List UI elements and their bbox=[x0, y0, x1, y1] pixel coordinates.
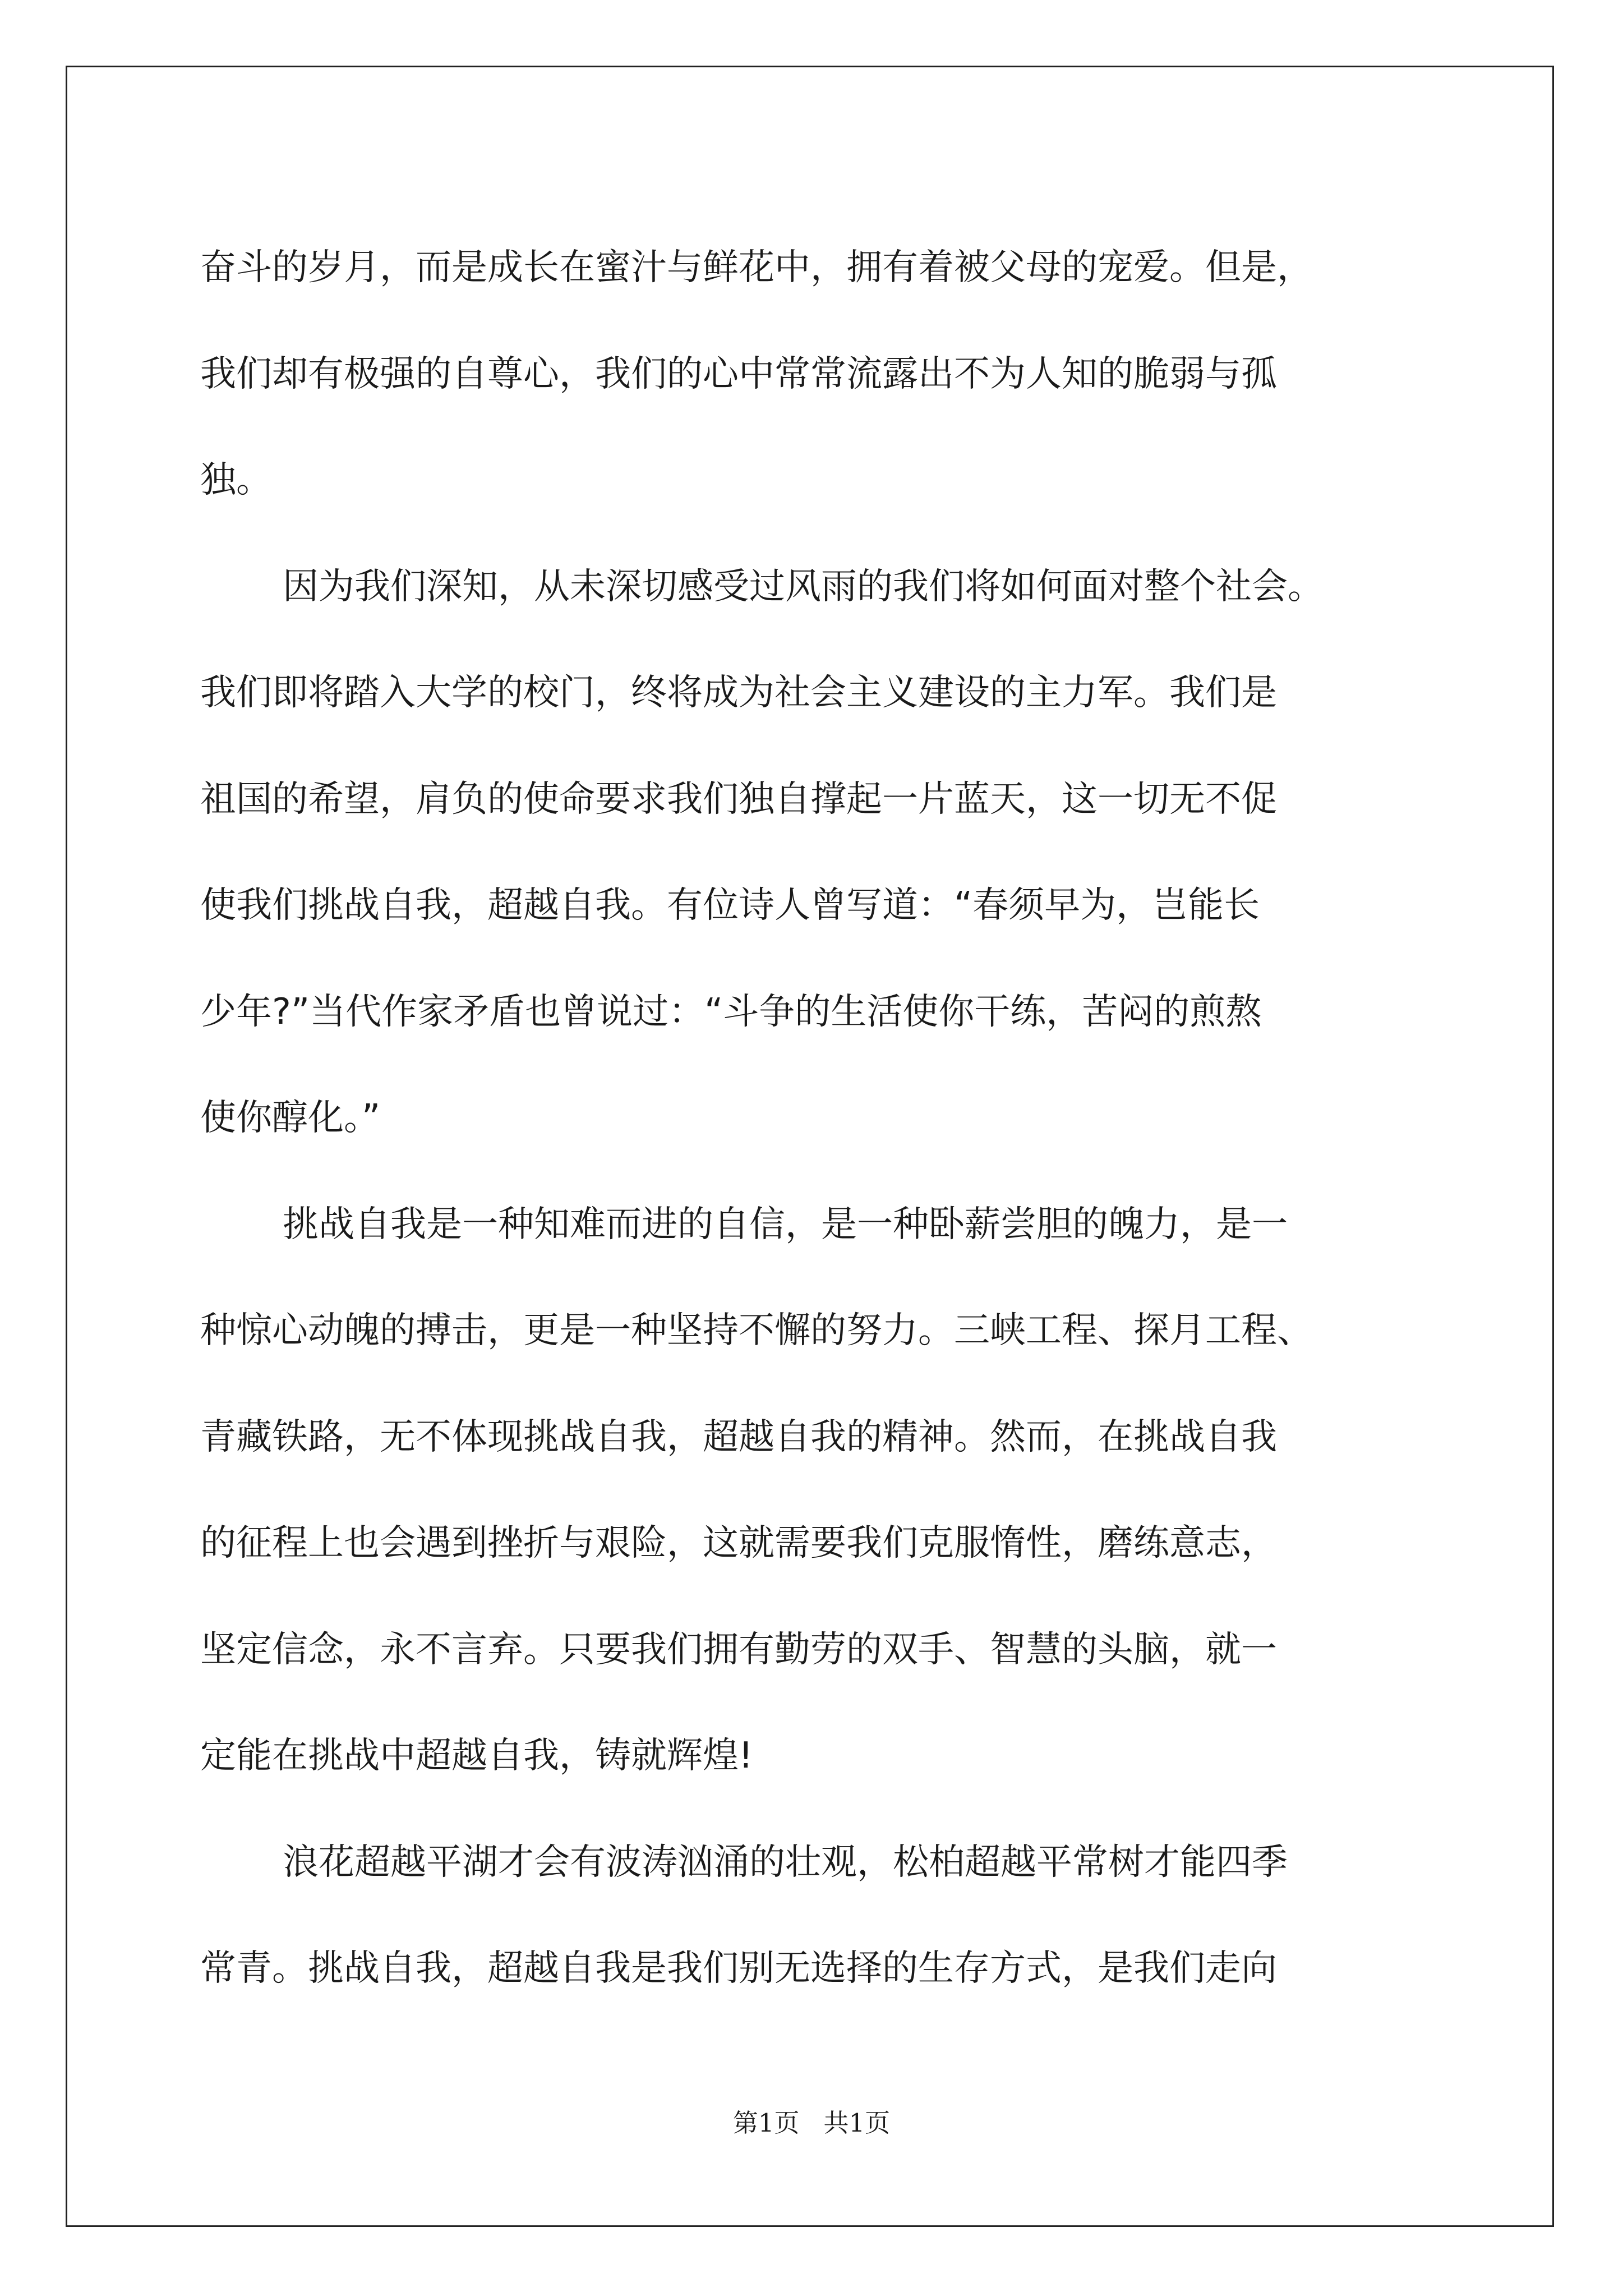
text-line: 我们却有极强的自尊心，我们的心中常常流露出不为人知的脆弱与孤 bbox=[200, 353, 1277, 395]
text-line: 常青。挑战自我，超越自我是我们别无选择的生存方式，是我们走向 bbox=[200, 1948, 1277, 1989]
text-line: 定能在挑战中超越自我，铸就辉煌! bbox=[200, 1735, 753, 1777]
document-body bbox=[200, 215, 1456, 2022]
text-line: 青藏铁路，无不体现挑战自我，超越自我的精神。然而，在挑战自我 bbox=[200, 1416, 1277, 1458]
paragraph-start-line: 浪花超越平湖才会有波涛汹涌的壮观，松柏超越平常树才能四季 bbox=[283, 1841, 1288, 1883]
text-line: 奋斗的岁月，而是成长在蜜汁与鲜花中，拥有着被父母的宠爱。但是， bbox=[200, 247, 1313, 288]
text-line: 使你醇化。” bbox=[200, 1097, 381, 1139]
text-line: 的征程上也会遇到挫折与艰险，这就需要我们克服惰性，磨练意志， bbox=[200, 1522, 1277, 1564]
text-line: 使我们挑战自我，超越自我。有位诗人曾写道：“春须早为，岂能长 bbox=[200, 885, 1260, 926]
paragraph-start-line: 挑战自我是一种知难而进的自信，是一种卧薪尝胆的魄力，是一 bbox=[283, 1203, 1288, 1245]
text-line: 我们即将踏入大学的校门，终将成为社会主义建设的主力军。我们是 bbox=[200, 672, 1277, 714]
text-line: 少年?”当代作家矛盾也曾说过：“斗争的生活使你干练，苦闷的煎熬 bbox=[200, 991, 1262, 1033]
paragraph-start-line: 因为我们深知，从未深切感受过风雨的我们将如何面对整个社会。 bbox=[283, 565, 1324, 608]
page-number-footer: 第1页 共1页 bbox=[732, 2108, 891, 2138]
text-line: 种惊心动魄的搏击，更是一种坚持不懈的努力。三峡工程、探月工程、 bbox=[200, 1310, 1313, 1351]
text-line: 独。 bbox=[200, 459, 272, 501]
text-line: 坚定信念，永不言弃。只要我们拥有勤劳的双手、智慧的头脑，就一 bbox=[200, 1628, 1277, 1671]
text-line: 祖国的希望，肩负的使命要求我们独自撑起一片蓝天，这一切无不促 bbox=[200, 778, 1277, 820]
